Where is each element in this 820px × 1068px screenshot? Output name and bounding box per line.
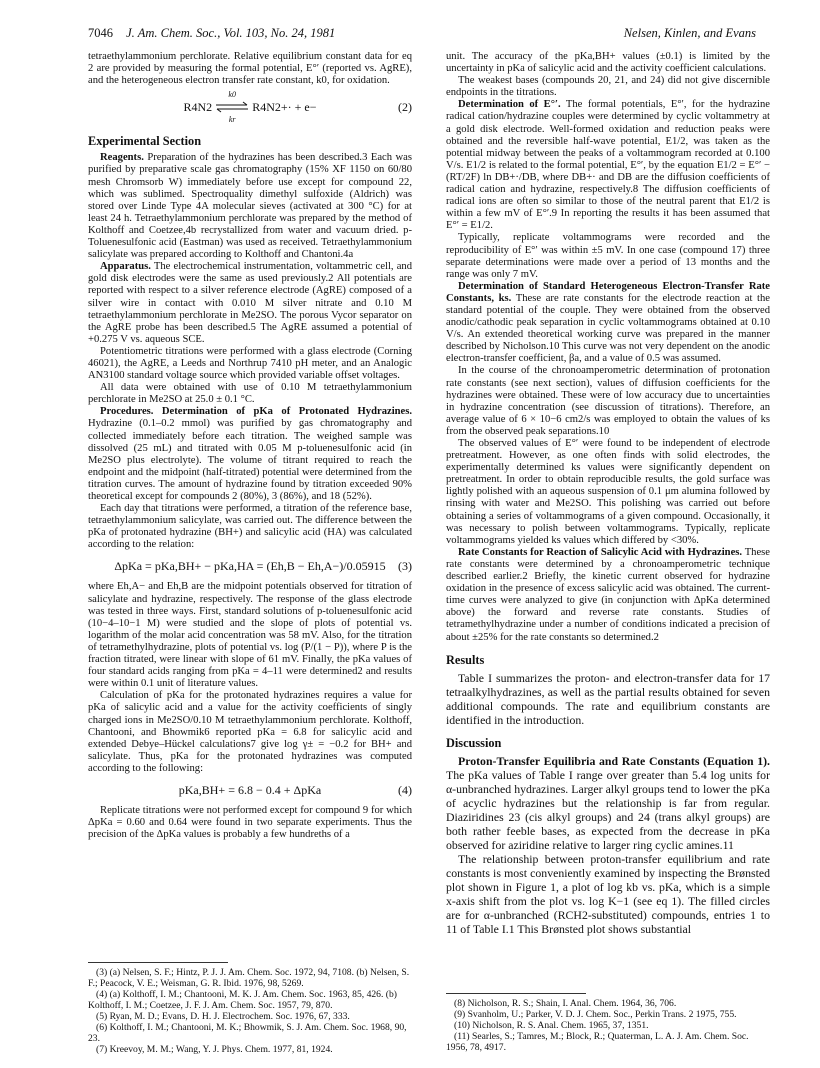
where-paragraph: where Eh,A− and Eh,B are the midpoint potentials observed for titration of salicylate and hydrazine, respectively. The response of the glass electrode was tested in three ways. First, standard solutions of p-toluenesulfonic acid (10−4–10−1 M) were studied and the slope of plots of potential vs. logarithm of the molar acid concentration was 58 mV. Also, for the titration of tetramethylhydrazine, plots of potential vs. log (P/(1 − P)), where P is the fraction titrated, were linear with slope of 61 mV. Finally, the pKa values of four standard acids ranging from pKa = 4–11 were determined2 and results were within 0.1 unit of literature values.: [88, 581, 412, 690]
eq2-lhs: R4N2: [183, 100, 213, 115]
determination-ks-paragraph: [446, 281, 770, 366]
proton-transfer-text: The pKa values of Table I range over greater than 5.4 log units for α-unbranched hydrazines. Larger alkyl groups tend to lower the pKa of acyclic hydrazines but the relationship is far from regular. Diaziridines 23 (cis alkyl groups) and 24 (trans alkyl groups) are both rather feeble bases, as expected from the decrease in pKa observed for aziridine relative to larger ring cyclic amines.11: [446, 767, 770, 852]
reference-4: (4) (a) Kolthoff, I. M.; Chantooni, M. K. J. Am. Chem. Soc. 1963, 85, 426. (b) Kolthoff, I. M.; Coetzee, J. F. J. Am. Chem. Soc. 1957, 79, 870.: [88, 989, 397, 1011]
potentiometric-paragraph: Potentiometric titrations were performed with a glass electrode (Corning 46021), the AgRE, a Leeds and Northrup 7410 pH meter, and an Analogic AN3100 standard voltage source which provided variable offset voltages.: [88, 345, 412, 382]
reference-11: (11) Searles, S.; Tamres, M.; Block, R.; Quaterman, L. A. J. Am. Chem. Soc. 1956, 78, 4917.: [446, 1031, 749, 1053]
equation-3: [88, 551, 412, 581]
course-paragraph: In the course of the chronoamperometric determination of protonation rate constants (see next section), values of diffusion coefficients for the hydrazines were obtained. These were of low accuracy due to uncertainties in hydrazine concentration (see discussion of titrations). Therefore, an average value of 6 × 10−6 cm2/s was employed to obtain the values of ks from the observed peak separations.10: [446, 365, 770, 437]
equilibrium-arrows-icon: [215, 101, 249, 113]
unit-paragraph: unit. The accuracy of the pKa,BH+ values (±0.1) is limited by the uncertainty in pKa of salicylic acid and the activity coefficient calculations.: [446, 51, 770, 75]
eq2-kr: kr: [228, 115, 236, 125]
page-number: 7046: [88, 26, 113, 40]
all-data-paragraph: All data were obtained with use of 0.10 M tetraethylammonium perchlorate in Me2SO at 25.0 ± 0.1 °C.: [88, 382, 412, 406]
footnote-divider-right: [446, 993, 586, 994]
apparatus-paragraph: [88, 261, 412, 346]
observed-paragraph: The observed values of E°′ were found to be independent of electrode pretreatment. However, as one often finds with solid electrodes, the experimentally determined ks values were significantly dependent on pretreatment. In order to obtain reproducible results, the gold surface was lightly polished with an aqueous suspension of 0.1 μm alumina followed by rinsing with water and Me2SO. This polishing was carried out before obtaining a series of voltammograms of a given compound. Occasionally, it was necessary to polish between voltammograms. Typically, replicate voltammograms yielded ks values which differed by <30%.: [446, 438, 770, 546]
replicate-paragraph: Replicate titrations were not performed except for compound 9 for which ΔpKa = 0.60 and 0.64 were found in two separate experiments. Thus the precision of the ΔpKa values is probably a few hundreths of a: [88, 804, 412, 841]
eq2-k0: k0: [228, 90, 236, 100]
page-header: [88, 26, 756, 44]
results-paragraph: Table I summarizes the proton- and electron-transfer data for 17 tetraalkylhydrazines, as well as the partial results obtained for seven additional compounds. The rate and equilibrium constants are identified in the introduction.: [446, 670, 770, 727]
reagents-text: Preparation of the hydrazines has been described.3 Each was purified by preparative scale gas chromatography (15% XF 1150 on 60/80 mesh Chromsorb W) immediately before use except for compound 22, which was sublimed. Spectroquality dimethyl sulfoxide (Aldrich) was stored over Linde Type 4A molecular sieves (activated at 300 °C) for at least 24 h. Tetraethylammonium perchlorate was prepared by the method of Kolthoff and Coetzee,4b recrystallized from water and vacuum dried. p-Toluenesulfonic acid (Eastman) was used as received. Tetraethylammonium salicylate was prepared according to Kolthoff and Chantoni.4a: [88, 152, 412, 261]
determination-e-head: Determination of E°′.: [458, 99, 561, 111]
calculation-paragraph: Calculation of pKa for the protonated hydrazines requires a value for pKa of salicylic acid and a value for the activity coefficients of singly charged ions in Me2SO/0.10 M tetraethylammonium perchlorate. Kolthoff, Chantooni, and Bhowmik6 reported pKa = 6.8 for salicylic acid and extended Debye–Hückel calculations7 give log γ± = −0.2 for BH+ and salicylate. Thus, pKa for the protonated hydrazines was computed according to the following:: [88, 690, 412, 774]
equation-4-number: (4): [398, 782, 412, 797]
equation-3-number: (3): [398, 559, 412, 574]
procedures-paragraph: [88, 406, 412, 503]
eq2-rhs: R4N2+· + e−: [252, 100, 317, 115]
discussion-heading: Discussion: [446, 735, 502, 750]
right-column: [446, 51, 770, 936]
apparatus-text: The electrochemical instrumentation, voltammetric cell, and gold disk electrodes were the same as used previously.2 All potentials are reported with respect to a silver reference electrode (AgRE) composed of a silver wire in contact with 0.010 M silver nitrate and 0.10 M tetraethylammonium perchlorate in Me2SO. The porous Vycor separator on the AgRE probe has been described.5 The AgRE assumed a potential of +0.275 V vs. aqueous SCE.: [88, 261, 412, 345]
rate-paragraph: [446, 547, 770, 644]
proton-transfer-paragraph: [446, 754, 770, 852]
typically-paragraph: Typically, replicate voltammograms were recorded and the reproducibility of E°′ was within ±5 mV. In one case (compound 17) three separate determinations were made over a period of 13 months and the range was only 7 mV.: [446, 232, 770, 280]
weakest-paragraph: The weakest bases (compounds 20, 21, and 24) did not give discernible endpoints in the titrations.: [446, 75, 770, 99]
reference-8: (8) Nicholson, R. S.; Shain, I. Anal. Chem. 1964, 36, 706.: [454, 998, 677, 1009]
procedures-head: Procedures. Determination of pKa of Protonated Hydrazines.: [100, 406, 412, 418]
relationship-paragraph: The relationship between proton-transfer equilibrium and rate constants is most conveniently examined by inspecting the Brønsted plot shown in Figure 1, a plot of log kb vs. pKa, which is a simple x-axis shift from the plot vs. log K−1 (see eq 1). The filled circles are for α-unbranched (RCH2-substituted) compounds, entries 1 to 11 of Table I.1 This Brønsted plot shows substantial: [446, 851, 770, 936]
journal-citation: J. Am. Chem. Soc., Vol. 103, No. 24, 1981: [126, 26, 336, 40]
determination-ks-head: Determination of Standard Heterogeneous Electron-Transfer Rate Constants, ks.: [446, 280, 770, 304]
rate-text: These rate constants were determined by a chronoamperometric technique described earlier.2 Briefly, the kinetic current observed for hydrazine oxidation in the presence of excess salicylic acid was obtained. The current-time curves were analyzed to give (in conjunction with ΔpKa determined above) the forward and reverse rate constants. Studies of tetramethylhydrazine under a number of conditions indicated a precision of about ±25% for the rate constants so determined.2: [446, 546, 770, 643]
equation-4: [88, 775, 412, 805]
equation-4-expression: pKa,BH+ = 6.8 − 0.4 + ΔpKa: [178, 782, 322, 797]
footnote-divider-left: [88, 962, 228, 963]
equation-2-expression: [88, 90, 412, 125]
experimental-heading: Experimental Section: [88, 134, 202, 149]
reference-10: (10) Nicholson, R. S. Anal. Chem. 1965, 37, 1351.: [454, 1020, 649, 1031]
header-authors: Nelsen, Kinlen, and Evans: [623, 26, 756, 40]
rate-head: Rate Constants for Reaction of Salicylic Acid with Hydrazines.: [458, 546, 743, 558]
references-right: [446, 998, 770, 1053]
determination-e-paragraph: [446, 99, 770, 232]
proton-transfer-head: Proton-Transfer Equilibria and Rate Constants (Equation 1).: [458, 753, 770, 768]
results-heading: Results: [446, 652, 485, 667]
reference-3: (3) (a) Nelsen, S. F.; Hintz, P. J. J. Am. Chem. Soc. 1972, 94, 7108. (b) Nelsen, S. F.; Peacock, V. E.; Weisman, G. R. Ibid. 1976, 98, 5269.: [88, 967, 410, 989]
eq2-arrows: [215, 90, 249, 125]
reference-5: (5) Ryan, M. D.; Evans, D. H. J. Electrochem. Soc. 1976, 67, 333.: [96, 1011, 350, 1022]
each-day-paragraph: Each day that titrations were performed, a titration of the reference base, tetraethylammonium salicylate, was carried out. The difference between the pKa of protonated hydrazine (BH+) and salicylic acid (HA) was calculated according to the relation:: [88, 503, 412, 551]
equation-3-expression: ΔpKa = pKa,BH+ − pKa,HA = (Eh,B − Eh,A−)/0.05915: [114, 559, 386, 574]
reagents-head: Reagents.: [100, 152, 144, 164]
left-column: [88, 51, 412, 841]
reagents-paragraph: [88, 152, 412, 261]
reference-6: (6) Kolthoff, I. M.; Chantooni, M. K.; Bhowmik, S. J. Am. Chem. Soc. 1968, 90, 23.: [88, 1022, 407, 1044]
determination-ks-text: These are rate constants for the electrode reaction at the standard potential of the couple. They were obtained from the observed anodic/cathodic peak separation in cyclic voltammograms obtained at 0.10 V/s. An extended theoretical working curve was prepared in the manner described by Nicholson.10 This curve was not very dependent on the anodic electron-transfer coefficient, βa, and a value of 0.5 was assumed.: [446, 292, 770, 365]
reference-7: (7) Kreevoy, M. M.; Wang, Y. J. Phys. Chem. 1977, 81, 1924.: [96, 1044, 333, 1055]
determination-e-text: The formal potentials, E°′, for the hydrazine radical cation/hydrazine couples were determined by cyclic voltammetry at a gold disk electrode. Well-formed oxidation and reduction peaks were obtained and the reversible half-wave potential, E1/2, was taken as the potential midway between the peaks of a voltammogram recorded at 0.100 V/s. E1/2 is related to the formal potential, E°′, by the equation E1/2 = E°′ − (RT/2F) ln DB+·/DB, where DB+· and DB are the diffusion coefficients of radical cation and hydrazine, respectively.8 The diffusion coefficients of radical ions are often so similar to those of the neutral parent that E1/2 is within a few mV of E°′.9 In reporting the results it has been assumed that E°′ = E1/2.: [446, 99, 770, 232]
intro-paragraph: tetraethylammonium perchlorate. Relative equilibrium constant data for eq 2 are provided by measuring the formal potential, E°′ (reported vs. AgRE), and the heterogeneous electron transfer rate constant, k0, for oxidation.: [88, 51, 412, 87]
reference-9: (9) Svanholm, U.; Parker, V. D. J. Chem. Soc., Perkin Trans. 2 1975, 755.: [454, 1009, 737, 1020]
procedures-text: Hydrazine (0.1–0.2 mmol) was purified by gas chromatography and collected immediately before each titration. The weighed sample was dissolved (25 mL) and titrated with 0.05 M p-toluenesulfonic acid (in Me2SO plus electrolyte). The volume of titrant required to reach the endpoint and the midpoint (half-titrated) potential were determined from the titration curves. The amount of hydrazine found by titration exceeded 90% theoretical except for compounds 2 (80%), 3 (86%), and 18 (52%).: [88, 418, 412, 502]
references-left: [88, 967, 412, 1055]
apparatus-head: Apparatus.: [100, 261, 151, 273]
equation-2: [88, 87, 412, 125]
equation-2-number: (2): [398, 100, 412, 115]
header-left: [88, 26, 335, 41]
